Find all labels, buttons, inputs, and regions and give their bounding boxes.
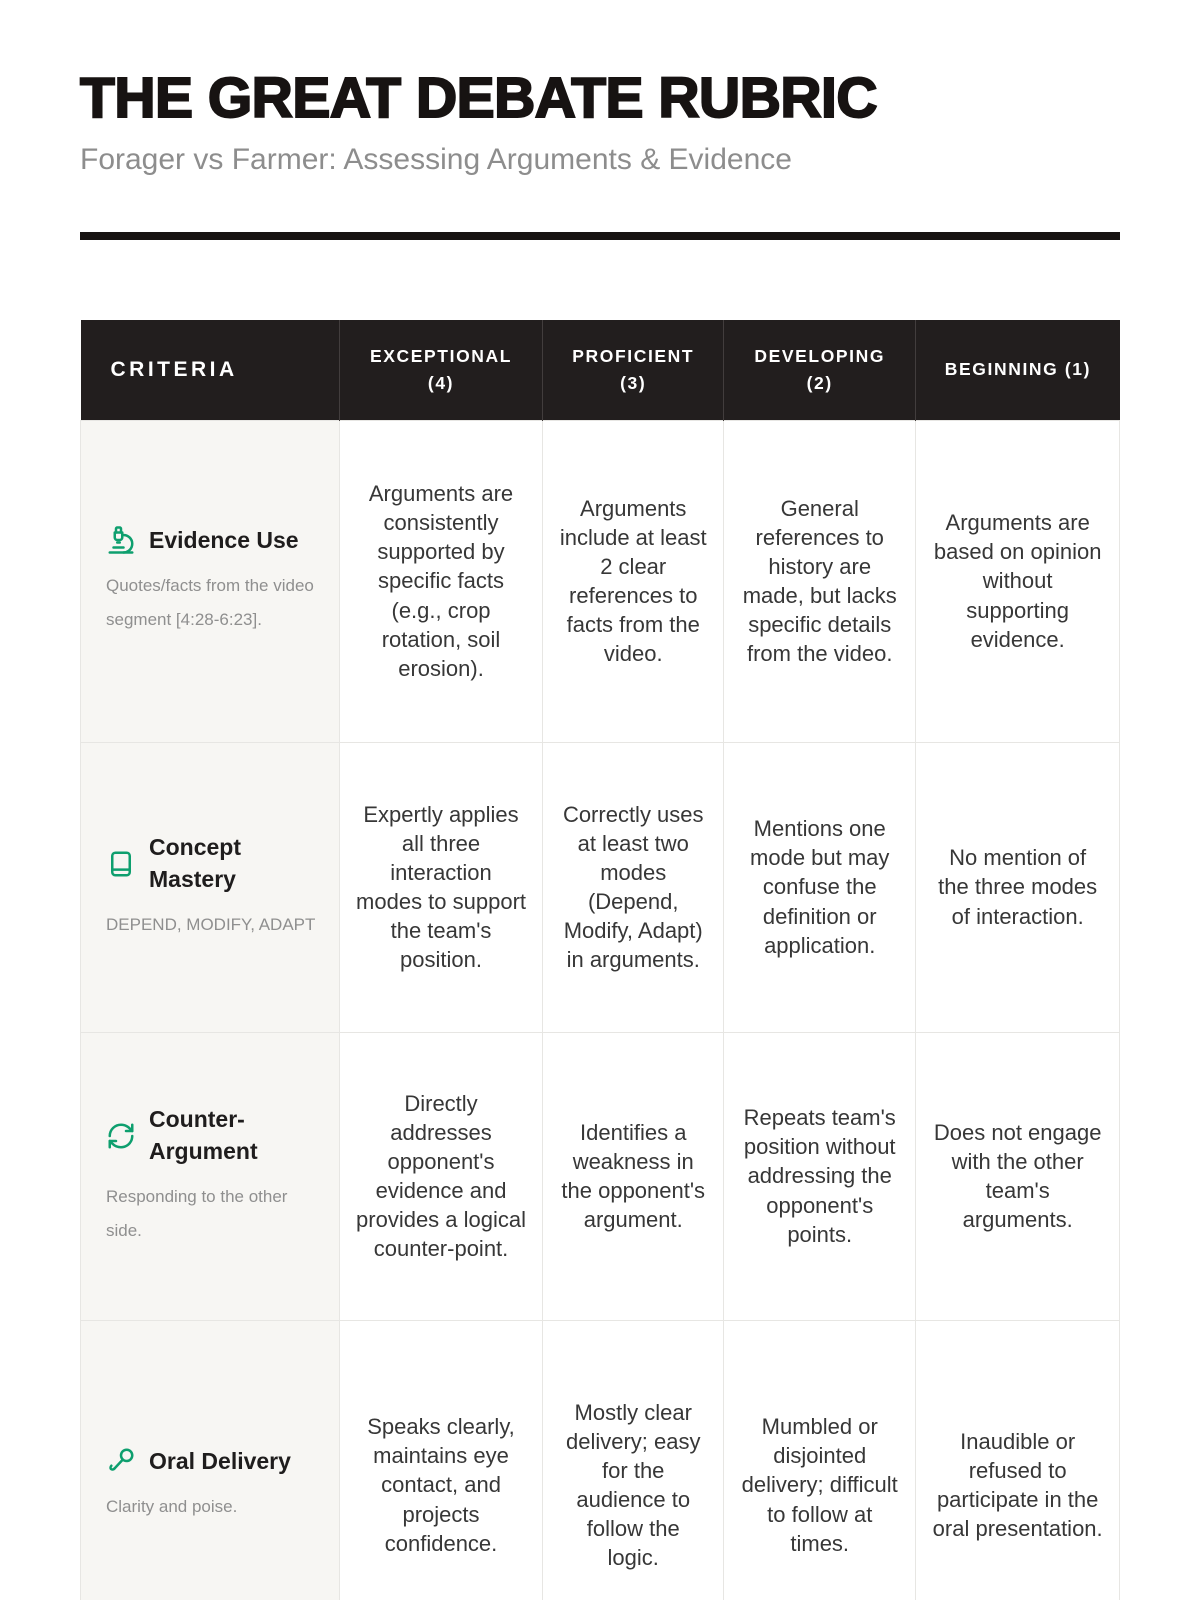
criteria-title: Oral Delivery <box>149 1447 291 1474</box>
page-subtitle: Forager vs Farmer: Assessing Arguments & Evidence <box>80 143 792 176</box>
table-row-counter-argument <box>81 1032 1120 1320</box>
rubric-table <box>80 320 1120 1600</box>
level-cell-developing: General references to history are made, but lacks specific details from the video. <box>724 420 916 742</box>
header-score: (2) <box>806 372 833 393</box>
criteria-description: Clarity and poise. <box>106 1497 238 1517</box>
header-score: (4) <box>427 372 455 393</box>
level-cell-proficient: Identifies a weakness in the opponent's argument. <box>543 1032 724 1320</box>
header-cell-proficient <box>543 320 724 420</box>
header-label: EXCEPTIONAL <box>369 345 513 366</box>
book-icon <box>106 849 136 879</box>
criteria-description: Responding to the other side. <box>106 1186 288 1240</box>
level-cell-proficient: Correctly uses at least two modes (Depend, Modify, Adapt) in arguments. <box>543 742 724 1032</box>
refresh-icon <box>106 1121 136 1151</box>
criteria-title: Counter-Argument <box>149 1106 258 1164</box>
page-title: THE GREAT DEBATE RUBRIC <box>80 66 878 130</box>
header-cell-beginning <box>916 320 1120 420</box>
criteria-title: Evidence Use <box>149 526 299 553</box>
level-cell-developing: Repeats team's position without addressing the opponent's points. <box>724 1032 916 1320</box>
level-cell-beginning: Arguments are based on opinion without supporting evidence. <box>916 420 1120 742</box>
table-row-oral-delivery <box>81 1320 1120 1600</box>
microphone-icon <box>106 1446 136 1476</box>
level-cell-developing: Mentions one mode but may confuse the definition or application. <box>724 742 916 1032</box>
level-cell-exceptional: Directly addresses opponent's evidence and provides a logical counter-point. <box>339 1032 543 1320</box>
criteria-cell <box>81 420 340 742</box>
level-cell-proficient: Arguments include at least 2 clear references to facts from the video. <box>543 420 724 742</box>
header-row <box>81 320 1120 420</box>
header-score: (3) <box>620 372 647 393</box>
criteria-cell <box>81 1032 340 1320</box>
criteria-title: Concept Mastery <box>149 834 241 892</box>
header-label: PROFICIENT <box>572 345 695 366</box>
level-cell-beginning: No mention of the three modes of interaction. <box>916 742 1120 1032</box>
level-cell-exceptional: Arguments are consistently supported by specific facts (e.g., crop rotation, soil erosion). <box>339 420 543 742</box>
level-cell-beginning: Does not engage with the other team's arguments. <box>916 1032 1120 1320</box>
level-cell-exceptional: Speaks clearly, maintains eye contact, and projects confidence. <box>339 1320 543 1600</box>
table-row-evidence-use <box>81 420 1120 742</box>
level-cell-proficient: Mostly clear delivery; easy for the audience to follow the logic. <box>543 1320 724 1600</box>
criteria-cell <box>81 1320 340 1600</box>
header-cell-criteria: CRITERIA <box>81 320 340 420</box>
header-cell-exceptional <box>339 320 543 420</box>
divider-rule <box>80 232 1120 240</box>
criteria-description: DEPEND, MODIFY, ADAPT <box>106 914 316 934</box>
level-cell-beginning: Inaudible or refused to participate in the oral presentation. <box>916 1320 1120 1600</box>
header-cell-developing <box>724 320 916 420</box>
criteria-cell <box>81 742 340 1032</box>
rubric-page <box>0 66 1200 1600</box>
criteria-description: Quotes/facts from the video segment [4:28-6:23]. <box>106 576 314 630</box>
level-cell-exceptional: Expertly applies all three interaction modes to support the team's position. <box>339 742 543 1032</box>
microscope-icon <box>106 525 136 555</box>
table-row-concept-mastery <box>81 742 1120 1032</box>
header-label: DEVELOPING <box>754 345 886 366</box>
level-cell-developing: Mumbled or disjointed delivery; difficult to follow at times. <box>724 1320 916 1600</box>
header-label: BEGINNING (1) <box>944 359 1092 380</box>
